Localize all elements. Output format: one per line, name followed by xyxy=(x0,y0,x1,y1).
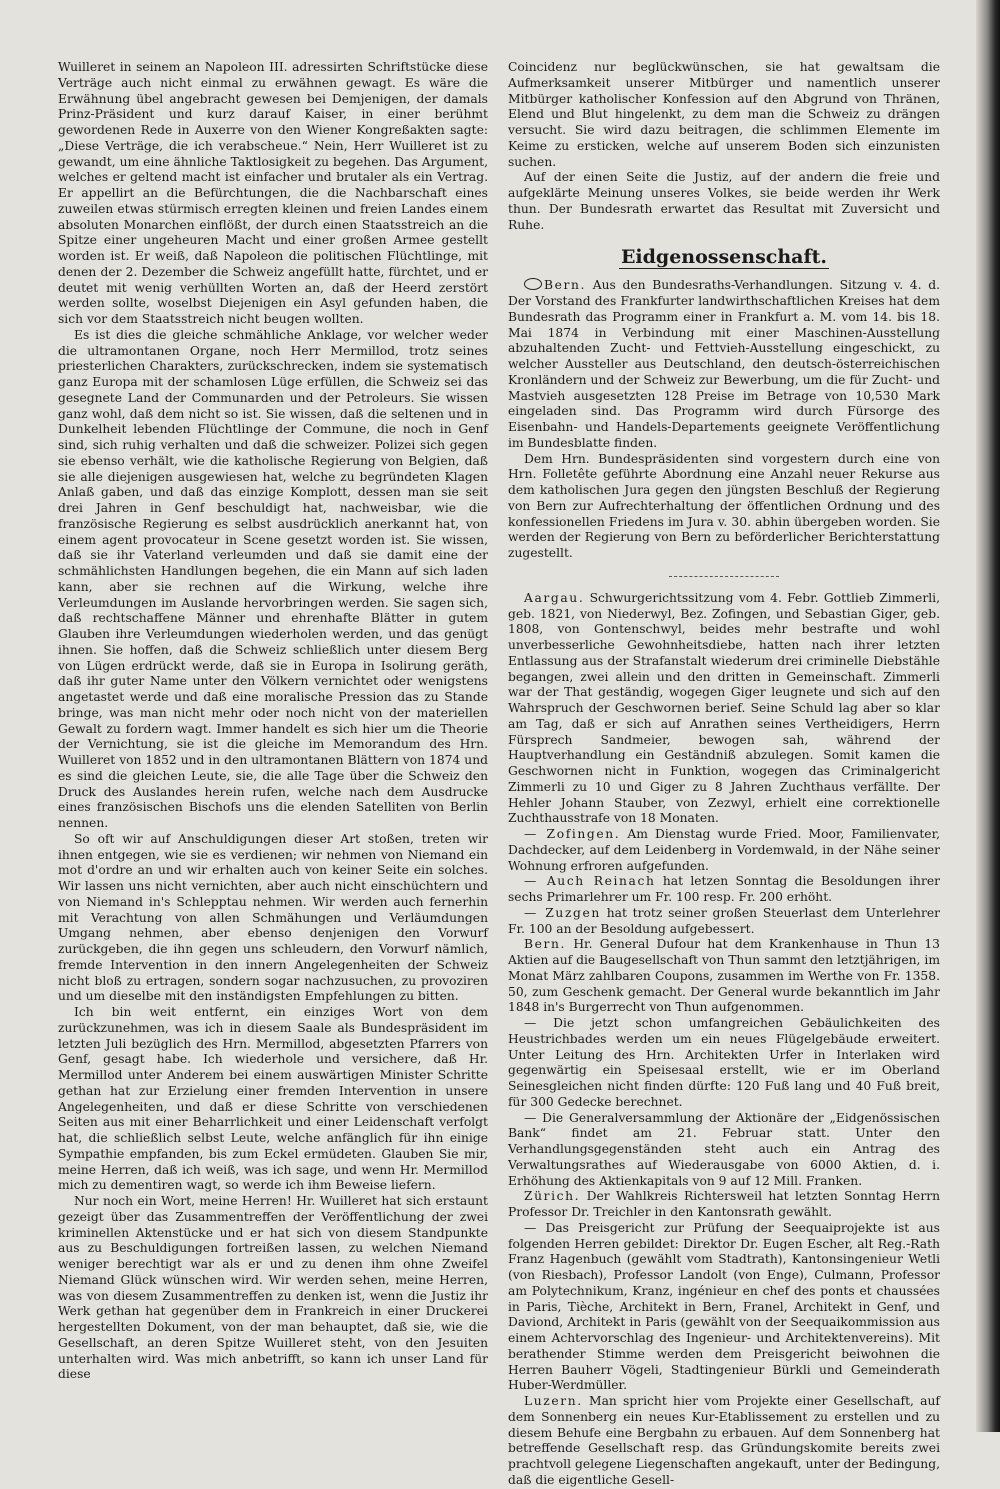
section-divider xyxy=(669,576,779,577)
news-place: — Zuzgen xyxy=(524,905,601,920)
page-binding-edge xyxy=(976,0,1000,1432)
news-place: — xyxy=(524,1220,537,1235)
bern-bundesrath-news: Bern. Aus den Bundesraths-Verhandlungen. Sitzung v. 4. d. Der Vorstand des Frankfurter landwirthschaftlichen Kreises hat dem Bundesrath das Programm einer in Frankfurt a. M. vom 14. bis 18. Mai 1874 in Verbindung mit einer Maschinen-Ausstellung abzuhaltenden Zucht- und Fettvieh-Ausstellung eingeschickt, zu welcher Aussteller aus Deutschland, den deutsch-österreichischen Kronländern und der Schweiz zur Bewerbung, um die für Zucht- und Mastvieh ausgesetzten 128 Preise im Betrage von 10,530 Mark eingeladen sind. Das Programm wird durch Fürsorge des Eisenbahn- und Handels-Departements geeignete Veröffentlichung im Bundesblatte finden. xyxy=(508,278,940,450)
news-item-heustrichbad: — Die jetzt schon umfangreichen Gebäulichkeiten des Heustrichbades werden um ein neues Flügelgebäude erweitert. Unter Leitung des Hrn. Architekten Urfer in Interlaken wird gegenwärtig ein Speisesaal erstellt, wie er im Oberland Seinesgleichen nicht finden dürfte: 120 Fuß lang und 40 Fuß breit, für 300 Gedecke berechnet. xyxy=(508,1016,940,1109)
news-place: Luzern. xyxy=(524,1394,583,1408)
bern-rekurse-news: Dem Hrn. Bundespräsidenten sind vorgestern durch eine von Hrn. Folletête geführte Abordnung eine Anzahl neuer Rekurse aus dem katholischen Jura gegen den jüngsten Beschluß der Regierung von Bern zur Aufrechterhaltung der öffentlichen Ordnung und des konfessionellen Friedens im Jura v. 30. abhin übergeben worden. Sie werden der Regierung von Bern zu beförderlicher Berichterstattung zugestellt. xyxy=(508,451,940,560)
right-intro-paragraph-1: Coincidenz nur beglückwünschen, sie hat gewaltsam die Aufmerksamkeit unserer Mitbürger und namentlich unserer Mitbürger katholischer Konfession auf den Abgrund von Thränen, Elend und Blut hingelenkt, zu dem man die Schweiz zu drängen versucht. Sie wird dazu beitragen, die schlimmen Elemente im Keime zu ersticken, welche auf unserem Boden sich einzunisten suchen. xyxy=(508,60,940,169)
news-item-seequai: — Das Preisgericht zur Prüfung der Seequaiprojekte ist aus folgenden Herren gebildet: Direktor Dr. Eugen Escher, alt Reg.-Rath Franz Hagenbuch (gewählt vom Stadtrath), Kantonsingenieur Wetli (von Riesbach), Professor Landolt (von Enge), Culmann, Professor am Polytechnikum, Kranz, ingénieur en chef des ponts et chaussées in Paris, Tièche, Architekt in Bern, Franel, Architekt in Genf, und Daviond, Architekt in Paris (gewählt von der Seequaikommission aus einem Achtervorschlag des Ingenieur- und Architektenvereins). Mit berathender Stimme werden dem Preisgericht beiwohnen die Herren Bauherr Vögeli, Stadtingenieur Bürkli und Gemeinderath Huber-Werdmüller. xyxy=(508,1220,940,1393)
news-place: Aargau. xyxy=(524,590,585,605)
left-paragraph-3: So oft wir auf Anschuldigungen dieser Art stoßen, treten wir ihnen entgegen, wie sie es verdienen; wir nehmen von Niemand ein mot d'ordre an und wir erhalten auch von keiner Seite ein solches. Wir lassen uns nicht vernichten, aber auch nicht einschüchtern und von Niemand in's Schlepptau nehmen. Wir werden auch fernerhin mit Verachtung von allen Schmähungen und Verläumdungen Umgang nehmen, aber ebenso denjenigen den Vorwurf zurückgeben, die ihn gegen uns schleudern, den Vorwurf nämlich, fremde Intervention in den innern Angelegenheiten der Schweiz nicht bloß zu ertragen, sondern sogar nachzusuchen, zu provoziren und um dieselbe mit den inständigsten Empfehlungen zu bitten. xyxy=(58,831,488,1004)
section-title: Eidgenossenschaft. xyxy=(620,246,828,269)
news-list xyxy=(508,591,940,1489)
left-paragraph-5: Nur noch ein Wort, meine Herren! Hr. Wuilleret hat sich erstaunt gezeigt über das Zusammentreffen der Veröffentlichung der zwei kriminellen Aktenstücke und er hat sich von diesem Standpunkte aus zu Beschuldigungen fortreißen lassen, zu welchen Niemand weniger berechtigt war als er und zu denen ihm ohne Zweifel Niemand Glück wünschen wird. Wir werden sehen, meine Herren, was von diesem Zusammentreffen zu denken ist, wenn die Justiz ihr Werk gethan hat gegenüber dem in Frankreich in einer Druckerei hergestellten Dokument, von der man behauptet, daß sie, wie die Gesellschaft, an deren Spitze Wuilleret steht, von den Jesuiten unterhalten wird. Was mich anbetrifft, so kann ich unser Land für diese xyxy=(58,1194,488,1382)
news-item-luzern: Luzern. Man spricht hier vom Projekte einer Gesellschaft, auf dem Sonnenberg ein neues Kur-Etablissement zu erstellen und zu diesem Behufe eine Bergbahn zu erbauen. Auf dem Sonnenberg hat betreffende Gesellschaft resp. das Gründungskomite bereits zwei prachtvoll gelegene Liegenschaften angekauft, unter der Bedingung, daß die eigentliche Gesell- xyxy=(508,1394,940,1487)
news-item-aargau: Aargau. Schwurgerichtssitzung vom 4. Febr. Gottlieb Zimmerli, geb. 1821, von Niederwyl, Bez. Zofingen, und Sebastian Giger, geb. 1808, von Gontenschwyl, beides mehr bestrafte und wohl unverbesserliche Gewohnheitsdiebe, hatten nach ihrer letzten Entlassung aus der Strafanstalt wiederum drei criminelle Diebstähle begangen, zwei allein und den dritten in Gemeinschaft. Zimmerli war der That geständig, wogegen Giger leugnete und sich auf den Wahrspruch der Geschwornen berief. Seine Schuld lag aber so klar am Tag, daß er sich auf Anrathen seines Vertheidigers, Herrn Fürsprech Sandmeier, bewogen sah, während der Hauptverhandlung ein Geständniß abzulegen. Somit kamen die Geschwornen nicht in Funktion, wogegen das Criminalgericht Zimmerli zu 10 und Giger zu 8 Jahren Zuchthaus verfällte. Der Hehler Johann Stauber, von Zezwyl, erhielt eine correktionelle Zuchthausstrafe von 18 Monaten. xyxy=(508,590,940,826)
news-item-zofingen: — Zofingen. Am Dienstag wurde Fried. Moor, Familienvater, Dachdecker, auf dem Leidenberg in Vordemwald, in der Nähe seiner Wohnung erfroren aufgefunden. xyxy=(508,827,940,873)
correspondent-mark-icon xyxy=(524,278,542,290)
news-place: — xyxy=(524,1016,537,1030)
left-paragraph-4: Ich bin weit entfernt, ein einziges Wort von dem zurückzunehmen, was ich in diesem Saale als Bundespräsident im letzten Juli bezüglich des Hrn. Mermillod, abgesetzten Pfarrers von Genf, gesagt habe. Ich wiederhole und versichere, daß Hr. Mermillod unter Anderem bei einem auswärtigen Minister Schritte gethan hat zur Erzielung einer fremden Intervention in unsere Angelegenheiten, und daß er diese Schritte von verschiedenen Seiten aus mit einer Beharrlichkeit und einer Leidenschaft verfolgt hat, die schließlich selbst Leute, welche anfänglich für ihn einige Sympathie empfanden, bis zum Eckel ermüdeten. Glauben Sie mir, meine Herren, daß ich weiß, was ich sage, und wenn Hr. Mermillod mich zu dementiren wagt, so werde ich ihm Beweise liefern. xyxy=(58,1005,488,1193)
right-column xyxy=(508,60,940,1487)
news-place: — xyxy=(524,1110,537,1125)
news-place: Bern. xyxy=(524,937,567,952)
news-item-reinach: — Auch Reinach hat letzen Sonntag die Besoldungen ihrer sechs Primarlehrer um Fr. 100 resp. Fr. 200 erhöht. xyxy=(508,874,940,904)
news-item-bern-dufour: Bern. Hr. General Dufour hat dem Krankenhause in Thun 13 Aktien auf die Baugesellschaft von Thun sammt den letztjährigen, im Monat März zahlbaren Coupons, zusammen im Werthe von Fr. 1358. 50, zum Geschenk gemacht. Der General wurde bekanntlich im Jahr 1848 in's Burgerrecht von Thun aufgenommen. xyxy=(508,937,940,1015)
left-column xyxy=(58,60,488,1410)
news-place: Zürich. xyxy=(524,1189,581,1204)
left-paragraph-1: Wuilleret in seinem an Napoleon III. adressirten Schriftstücke diese Verträge auch nicht einmal zu erwähnen gewagt. Es wäre die Erwähnung übel angebracht gewesen bei Demjenigen, der damals Prinz-Präsident und kurz darauf Kaiser, in einer berühmt gewordenen Rede in Auxerre von den Wiener Kongreßakten sagte: „Diese Verträge, die ich verabscheue.“ Nein, Herr Wuilleret ist zu gewandt, um eine ähnliche Taktlosigkeit zu begehen. Das Argument, welches er geltend macht ist einfacher und brutaler als ein Vertrag. Er appellirt an die Befürchtungen, die die Nachbarschaft eines zuweilen etwas stürmisch erregten kleinen und freien Landes einem absoluten Monarchen einflößt, der durch einen Staatsstreich an die Spitze einer ungeheuren Macht und einer großen Armee gestellt worden ist. Er weiß, daß Napoleon die politischen Flüchtlinge, mit denen der 2. Dezember die Schweiz angefüllt hatte, fürchtet, und er deutet mit wenig verhüllten Worten an, daß der Heerd zerstört werden sollte, woselbst Diejenigen ein Asyl gefunden haben, die sich vor dem Staatsstreich nicht beugen wollten. xyxy=(58,60,488,326)
news-place: — Zofingen. xyxy=(524,827,621,841)
news-item-zuerich: Zürich. Der Wahlkreis Richtersweil hat letzten Sonntag Herrn Professor Dr. Treichler in den Kantonsrath gewählt. xyxy=(508,1189,940,1219)
news-item-zuzgen: — Zuzgen hat trotz seiner großen Steuerlast dem Unterlehrer Fr. 100 an der Besoldung aufgebessert. xyxy=(508,905,940,936)
news-item-eidg-bank: — Die Generalversammlung der Aktionäre der „Eidgenössischen Bank“ findet am 21. Februar statt. Unter den Verhandlungsgegenständen steht auch ein Antrag des Verwaltungsrathes auf Wiederausgabe von 6000 Aktien, d. i. Erhöhung des Aktienkapitals von 9 auf 12 Mill. Franken. xyxy=(508,1110,940,1188)
left-paragraph-2: Es ist dies die gleiche schmähliche Anklage, vor welcher weder die ultramontanen Organe, noch Herr Mermillod, trotz seines priesterlichen Charakters, zurückschrecken, indem sie systematisch ganz Europa mit der schamlosen Lüge erfüllen, die Schweiz sei das gesegnete Land der Communarden und der Petroleurs. Sie wissen ganz wohl, daß dem nicht so ist. Sie wissen, daß die seltenen und in Dunkelheit lebenden Flüchtlinge der Commune, die noch in Genf sind, sich ruhig verhalten und daß die schweizer. Polizei sich gegen sie ebenso verhält, wie die katholische Regierung von Belgien, daß sie alle diejenigen ausgewiesen hat, welche zu begründeten Klagen Anlaß gaben, und daß das einzige Komplott, dessen man sie seit drei Jahren in Genf beschuldigt hat, nachweisbar, wie die französische Regierung es selbst ausdrücklich anerkannt hat, von einem agent provocateur in Scene gesetzt worden ist. Sie wissen, daß sie ihr Vaterland verleumden und daß sie damit eine der schmählichsten Handlungen begehen, die ein Mann auf sich laden kann, aber sie rechnen auf die Wirkung, welche ihre Verleumdungen im Auslande hervorbringen werden. Sie sagen sich, daß rechtschaffene Männer und ehrenhafte Blätter in gutem Glauben ihre Verleumdungen wiederholen werden, und das genügt ihnen. Sie hoffen, daß die Schweiz schließlich unter diesem Berg von Lügen erdrückt werde, daß sie in Europa in Isolirung geräth, daß ihr guter Name unter den Völkern vernichtet oder wenigstens angetastet werde und daß eine moralische Pression das zu Stande bringe, was man nicht mehr oder noch nicht von der materiellen Gewalt zu fordern wagt. Immer handelt es sich hier um die Theorie der Vernichtung, sie ist die gleiche im Memorandum des Hrn. Wuilleret von 1852 und in den ultramontanen Blättern von 1874 und es sind die gleichen Leute, sie, die alle Tage über die Schweiz den Druck des Auslandes herein rufen, welche nach dem Ausdrucke eines französischen Bischofs uns die elenden Satelliten von Berlin nennen. xyxy=(58,327,488,830)
bern-dateline: Bern. xyxy=(544,278,587,293)
right-intro-paragraph-2: Auf der einen Seite die Justiz, auf der andern die freie und aufgeklärte Meinung unseres Volkes, sie beide werden ihr Werk thun. Der Bundesrath erwartet das Resultat mit Zuversicht und Ruhe. xyxy=(508,170,940,232)
news-place: — Auch Reinach xyxy=(524,874,656,889)
